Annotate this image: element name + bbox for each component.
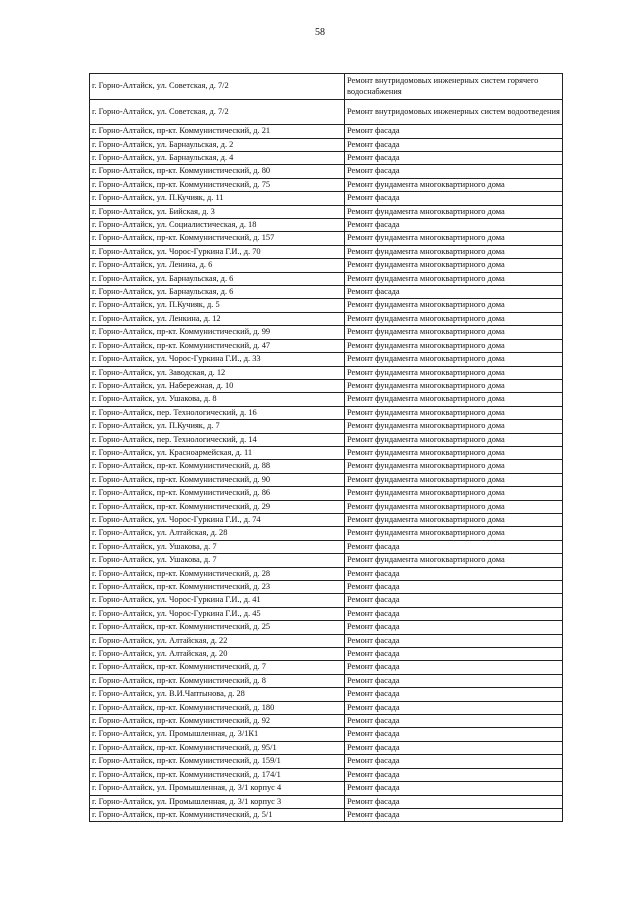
- address-cell: г. Горно-Алтайск, пр-кт. Коммунистический, д. 95/1: [90, 741, 345, 754]
- address-cell: г. Горно-Алтайск, пр-кт. Коммунистический, д. 92: [90, 715, 345, 728]
- table-row: [90, 674, 563, 687]
- address-cell: г. Горно-Алтайск, ул. Чорос-Гуркина Г.И., д. 41: [90, 594, 345, 607]
- address-cell: г. Горно-Алтайск, ул. Бийская, д. 3: [90, 205, 345, 218]
- work-type-cell: Ремонт фасада: [345, 634, 563, 647]
- work-type-cell: Ремонт фундамента многоквартирного дома: [345, 299, 563, 312]
- work-type-cell: Ремонт фасада: [345, 594, 563, 607]
- table-row: [90, 406, 563, 419]
- table-row: [90, 567, 563, 580]
- table-row: [90, 272, 563, 285]
- table-row: [90, 219, 563, 232]
- work-type-cell: Ремонт фасада: [345, 768, 563, 781]
- work-type-cell: Ремонт фундамента многоквартирного дома: [345, 353, 563, 366]
- work-type-cell: Ремонт фундамента многоквартирного дома: [345, 406, 563, 419]
- registry-table-body: [90, 74, 563, 822]
- address-cell: г. Горно-Алтайск, ул. Промышленная, д. 3/1К1: [90, 728, 345, 741]
- table-row: [90, 74, 563, 100]
- table-row: [90, 554, 563, 567]
- table-row: [90, 192, 563, 205]
- work-type-cell: Ремонт фундамента многоквартирного дома: [345, 339, 563, 352]
- table-row: [90, 165, 563, 178]
- address-cell: г. Горно-Алтайск, ул. Чорос-Гуркина Г.И., д. 74: [90, 513, 345, 526]
- table-row: [90, 312, 563, 325]
- address-cell: г. Горно-Алтайск, ул. Промышленная, д. 3/1 корпус 4: [90, 782, 345, 795]
- work-type-cell: Ремонт фасада: [345, 755, 563, 768]
- work-type-cell: Ремонт фундамента многоквартирного дома: [345, 312, 563, 325]
- work-type-cell: Ремонт фасада: [345, 581, 563, 594]
- address-cell: г. Горно-Алтайск, ул. Ушакова, д. 7: [90, 540, 345, 553]
- work-type-cell: Ремонт внутридомовых инженерных систем горячего водоснабжения: [345, 74, 563, 100]
- address-cell: г. Горно-Алтайск, ул. Алтайская, д. 28: [90, 527, 345, 540]
- table-row: [90, 715, 563, 728]
- table-row: [90, 661, 563, 674]
- work-type-cell: Ремонт фундамента многоквартирного дома: [345, 259, 563, 272]
- address-cell: г. Горно-Алтайск, пр-кт. Коммунистический, д. 80: [90, 165, 345, 178]
- work-type-cell: Ремонт фасада: [345, 567, 563, 580]
- work-type-cell: Ремонт фундамента многоквартирного дома: [345, 446, 563, 459]
- address-cell: г. Горно-Алтайск, ул. Алтайская, д. 20: [90, 648, 345, 661]
- address-cell: г. Горно-Алтайск, ул. Алтайская, д. 22: [90, 634, 345, 647]
- address-cell: г. Горно-Алтайск, ул. Чорос-Гуркина Г.И., д. 33: [90, 353, 345, 366]
- work-type-cell: Ремонт фасада: [345, 152, 563, 165]
- address-cell: г. Горно-Алтайск, пр-кт. Коммунистический, д. 88: [90, 460, 345, 473]
- address-cell: г. Горно-Алтайск, ул. Ленина, д. 6: [90, 259, 345, 272]
- table-row: [90, 795, 563, 808]
- address-cell: г. Горно-Алтайск, пр-кт. Коммунистический, д. 180: [90, 701, 345, 714]
- address-cell: г. Горно-Алтайск, ул. Ленкина, д. 12: [90, 312, 345, 325]
- work-type-cell: Ремонт фасада: [345, 165, 563, 178]
- table-row: [90, 500, 563, 513]
- table-row: [90, 648, 563, 661]
- table-row: [90, 99, 563, 125]
- address-cell: г. Горно-Алтайск, ул. Советская, д. 7/2: [90, 74, 345, 100]
- address-cell: г. Горно-Алтайск, ул. Барнаульская, д. 4: [90, 152, 345, 165]
- address-cell: г. Горно-Алтайск, пр-кт. Коммунистический, д. 157: [90, 232, 345, 245]
- table-row: [90, 259, 563, 272]
- table-row: [90, 688, 563, 701]
- address-cell: г. Горно-Алтайск, ул. Чорос-Гуркина Г.И., д. 45: [90, 607, 345, 620]
- address-cell: г. Горно-Алтайск, ул. Заводская, д. 12: [90, 366, 345, 379]
- table-row: [90, 138, 563, 151]
- table-row: [90, 393, 563, 406]
- work-type-cell: Ремонт фасада: [345, 715, 563, 728]
- work-type-cell: Ремонт фасада: [345, 808, 563, 821]
- work-type-cell: Ремонт фундамента многоквартирного дома: [345, 473, 563, 486]
- work-type-cell: Ремонт фундамента многоквартирного дома: [345, 326, 563, 339]
- work-type-cell: Ремонт фасада: [345, 648, 563, 661]
- table-row: [90, 460, 563, 473]
- table-row: [90, 152, 563, 165]
- address-cell: г. Горно-Алтайск, пр-кт. Коммунистический, д. 5/1: [90, 808, 345, 821]
- table-row: [90, 245, 563, 258]
- work-type-cell: Ремонт фасада: [345, 192, 563, 205]
- work-type-cell: Ремонт фундамента многоквартирного дома: [345, 433, 563, 446]
- table-row: [90, 232, 563, 245]
- address-cell: г. Горно-Алтайск, пер. Технологический, д. 16: [90, 406, 345, 419]
- table-row: [90, 607, 563, 620]
- table-row: [90, 741, 563, 754]
- address-cell: г. Горно-Алтайск, ул. Чорос-Гуркина Г.И., д. 70: [90, 245, 345, 258]
- address-cell: г. Горно-Алтайск, пр-кт. Коммунистический, д. 47: [90, 339, 345, 352]
- table-row: [90, 353, 563, 366]
- work-type-cell: Ремонт фундамента многоквартирного дома: [345, 205, 563, 218]
- table-row: [90, 379, 563, 392]
- work-type-cell: Ремонт фасада: [345, 607, 563, 620]
- work-type-cell: Ремонт фундамента многоквартирного дома: [345, 460, 563, 473]
- table-row: [90, 433, 563, 446]
- work-type-cell: Ремонт фасада: [345, 741, 563, 754]
- table-row: [90, 178, 563, 191]
- address-cell: г. Горно-Алтайск, пр-кт. Коммунистический, д. 28: [90, 567, 345, 580]
- address-cell: г. Горно-Алтайск, пр-кт. Коммунистический, д. 75: [90, 178, 345, 191]
- work-type-cell: Ремонт фундамента многоквартирного дома: [345, 245, 563, 258]
- work-type-cell: Ремонт фундамента многоквартирного дома: [345, 487, 563, 500]
- work-type-cell: Ремонт фундамента многоквартирного дома: [345, 554, 563, 567]
- work-type-cell: Ремонт фундамента многоквартирного дома: [345, 513, 563, 526]
- page-number: 58: [315, 27, 325, 38]
- work-type-cell: Ремонт фундамента многоквартирного дома: [345, 527, 563, 540]
- work-type-cell: Ремонт фасада: [345, 674, 563, 687]
- work-type-cell: Ремонт внутридомовых инженерных систем водоотведения: [345, 99, 563, 125]
- table-row: [90, 513, 563, 526]
- address-cell: г. Горно-Алтайск, пр-кт. Коммунистический, д. 23: [90, 581, 345, 594]
- table-row: [90, 420, 563, 433]
- work-type-cell: Ремонт фасада: [345, 125, 563, 138]
- table-row: [90, 446, 563, 459]
- address-cell: г. Горно-Алтайск, ул. Советская, д. 7/2: [90, 99, 345, 125]
- table-row: [90, 339, 563, 352]
- work-type-cell: Ремонт фасада: [345, 540, 563, 553]
- work-type-cell: Ремонт фундамента многоквартирного дома: [345, 272, 563, 285]
- address-cell: г. Горно-Алтайск, пр-кт. Коммунистический, д. 21: [90, 125, 345, 138]
- work-type-cell: Ремонт фасада: [345, 688, 563, 701]
- table-row: [90, 728, 563, 741]
- table-row: [90, 808, 563, 821]
- address-cell: г. Горно-Алтайск, ул. Социалистическая, д. 18: [90, 219, 345, 232]
- address-cell: г. Горно-Алтайск, ул. П.Кучияк, д. 5: [90, 299, 345, 312]
- work-type-cell: Ремонт фасада: [345, 138, 563, 151]
- table-row: [90, 755, 563, 768]
- table-row: [90, 581, 563, 594]
- address-cell: г. Горно-Алтайск, ул. П.Кучияк, д. 11: [90, 192, 345, 205]
- work-type-cell: Ремонт фасада: [345, 795, 563, 808]
- address-cell: г. Горно-Алтайск, ул. Промышленная, д. 3/1 корпус 3: [90, 795, 345, 808]
- address-cell: г. Горно-Алтайск, пр-кт. Коммунистический, д. 29: [90, 500, 345, 513]
- address-cell: г. Горно-Алтайск, пр-кт. Коммунистический, д. 174/1: [90, 768, 345, 781]
- address-cell: г. Горно-Алтайск, пр-кт. Коммунистический, д. 159/1: [90, 755, 345, 768]
- table-row: [90, 125, 563, 138]
- table-row: [90, 594, 563, 607]
- work-type-cell: Ремонт фасада: [345, 661, 563, 674]
- work-type-cell: Ремонт фундамента многоквартирного дома: [345, 232, 563, 245]
- address-cell: г. Горно-Алтайск, ул. Барнаульская, д. 6: [90, 272, 345, 285]
- table-row: [90, 621, 563, 634]
- address-cell: г. Горно-Алтайск, пер. Технологический, д. 14: [90, 433, 345, 446]
- repair-registry-table: [89, 73, 563, 822]
- work-type-cell: Ремонт фундамента многоквартирного дома: [345, 366, 563, 379]
- address-cell: г. Горно-Алтайск, ул. Барнаульская, д. 6: [90, 286, 345, 299]
- table-row: [90, 527, 563, 540]
- table-row: [90, 540, 563, 553]
- address-cell: г. Горно-Алтайск, ул. Барнаульская, д. 2: [90, 138, 345, 151]
- address-cell: г. Горно-Алтайск, ул. Ушакова, д. 7: [90, 554, 345, 567]
- table-row: [90, 286, 563, 299]
- table-row: [90, 487, 563, 500]
- address-cell: г. Горно-Алтайск, пр-кт. Коммунистический, д. 99: [90, 326, 345, 339]
- table-row: [90, 326, 563, 339]
- table-row: [90, 473, 563, 486]
- address-cell: г. Горно-Алтайск, ул. Красноармейская, д. 11: [90, 446, 345, 459]
- work-type-cell: Ремонт фундамента многоквартирного дома: [345, 393, 563, 406]
- work-type-cell: Ремонт фундамента многоквартирного дома: [345, 379, 563, 392]
- table-row: [90, 768, 563, 781]
- table-row: [90, 366, 563, 379]
- table-row: [90, 205, 563, 218]
- address-cell: г. Горно-Алтайск, пр-кт. Коммунистический, д. 8: [90, 674, 345, 687]
- address-cell: г. Горно-Алтайск, пр-кт. Коммунистический, д. 86: [90, 487, 345, 500]
- table-row: [90, 782, 563, 795]
- table-row: [90, 634, 563, 647]
- address-cell: г. Горно-Алтайск, ул. Ушакова, д. 8: [90, 393, 345, 406]
- table-row: [90, 701, 563, 714]
- address-cell: г. Горно-Алтайск, ул. Набережная, д. 10: [90, 379, 345, 392]
- work-type-cell: Ремонт фасада: [345, 219, 563, 232]
- table-row: [90, 299, 563, 312]
- work-type-cell: Ремонт фасада: [345, 286, 563, 299]
- work-type-cell: Ремонт фасада: [345, 782, 563, 795]
- work-type-cell: Ремонт фасада: [345, 621, 563, 634]
- address-cell: г. Горно-Алтайск, пр-кт. Коммунистический, д. 25: [90, 621, 345, 634]
- address-cell: г. Горно-Алтайск, ул. В.И.Чаптынова, д. 28: [90, 688, 345, 701]
- work-type-cell: Ремонт фасада: [345, 728, 563, 741]
- work-type-cell: Ремонт фундамента многоквартирного дома: [345, 500, 563, 513]
- work-type-cell: Ремонт фундамента многоквартирного дома: [345, 178, 563, 191]
- work-type-cell: Ремонт фасада: [345, 701, 563, 714]
- work-type-cell: Ремонт фундамента многоквартирного дома: [345, 420, 563, 433]
- address-cell: г. Горно-Алтайск, пр-кт. Коммунистический, д. 7: [90, 661, 345, 674]
- address-cell: г. Горно-Алтайск, ул. П.Кучияк, д. 7: [90, 420, 345, 433]
- address-cell: г. Горно-Алтайск, пр-кт. Коммунистический, д. 90: [90, 473, 345, 486]
